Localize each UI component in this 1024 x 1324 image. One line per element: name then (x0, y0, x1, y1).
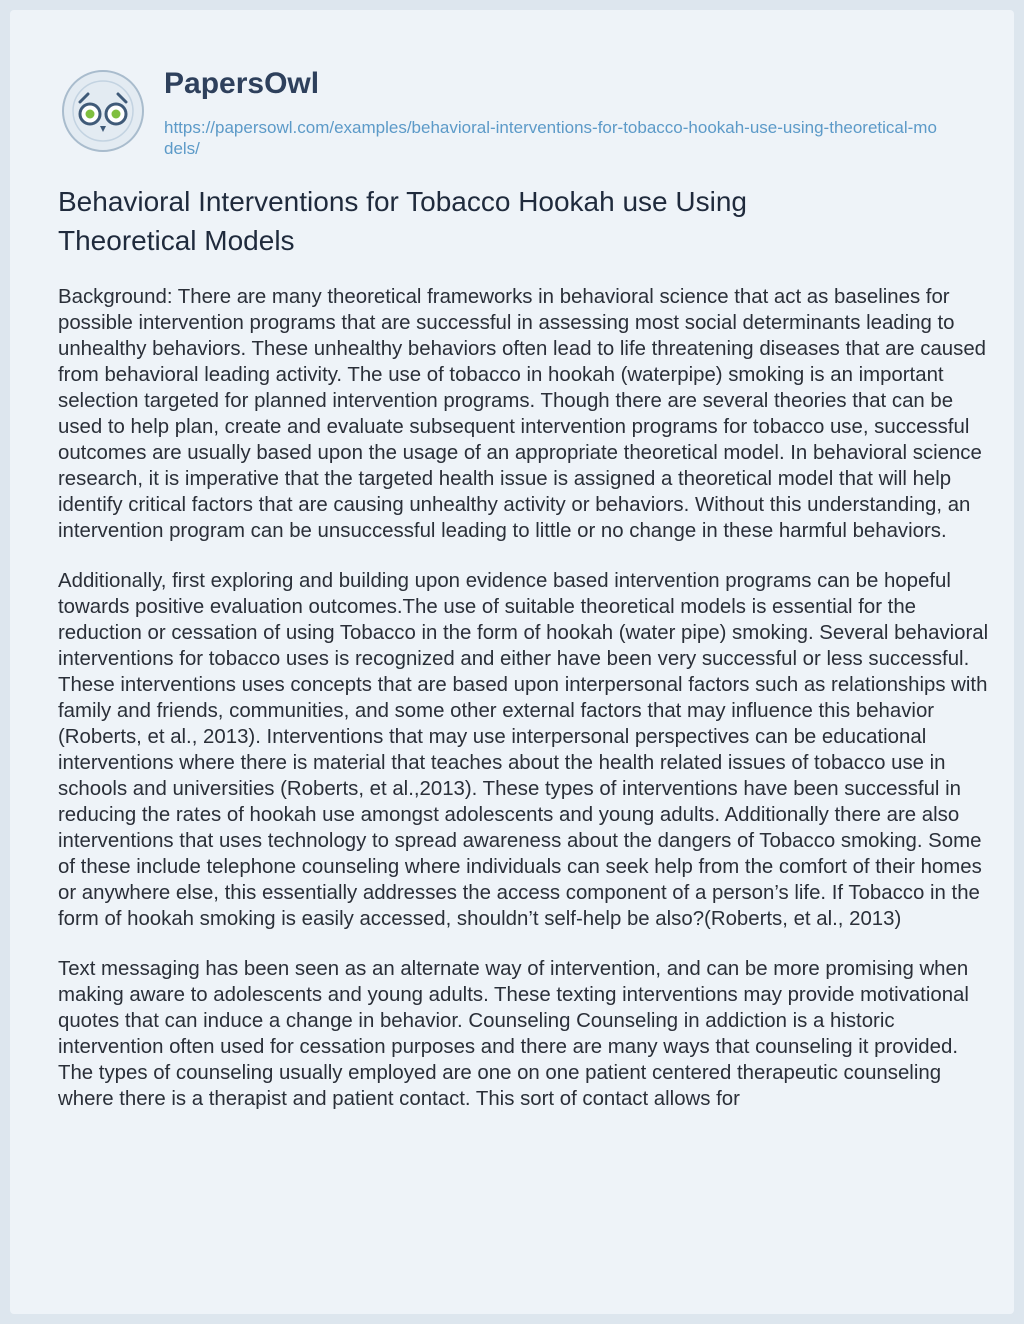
paragraph: Text messaging has been seen as an alternate way of intervention, and can be more promising when making aware to adolescents and young adults. These texting interventions may provide motivational quotes that can induce a change in behavior. Counseling Counseling in addiction is a historic intervention often used for cessation purposes and there are many ways that counseling it provided. The types of counseling usually employed are one on one patient centered therapeutic counseling where there is a therapist and patient contact. This sort of contact allows for (58, 958, 969, 1110)
document-title: Behavioral Interventions for Tobacco Hookah use Using Theoretical Models (58, 186, 747, 256)
paragraph: Background: There are many theoretical frameworks in behavioral science that act as baselines for possible intervention programs that are successful in assessing most social determinants leading to unhealthy behaviors. These unhealthy behaviors often lead to life threatening diseases that are caused from behavioral leading activity. The use of tobacco in hookah (waterpipe) smoking is an important selection targeted for planned intervention programs. Though there are several theories that can be used to help plan, create and evaluate subsequent intervention programs for tobacco use, successful outcomes are usually based upon the usage of an appropriate theoretical model. In behavioral science research, it is imperative that the targeted health issue is assigned a theoretical model that will help identify critical factors that are causing unhealthy activity or behaviors. Without this understanding, an intervention program can be unsuccessful leading to little or no change in these harmful behaviors. (58, 286, 987, 542)
source-url-link[interactable]: https://papersowl.com/examples/behavioral-interventions-for-tobacco-hookah-use-using-theoretical-models/ (164, 118, 937, 158)
owl-logo-icon (60, 68, 146, 154)
paragraph: Additionally, first exploring and building upon evidence based intervention programs can be hopeful towards positive evaluation outcomes.The use of suitable theoretical models is essential for the reduction or cessation of using Tobacco in the form of hookah (water pipe) smoking. Several behavioral interventions for tobacco uses is recognized and either have been very successful or less successful. These interventions uses concepts that are based upon interpersonal factors such as relationships with family and friends, communities, and some other external factors that may influence this behavior (Roberts, et al., 2013). Interventions that may use interpersonal perspectives can be educational interventions where there is material that teaches about the health related issues of tobacco use in schools and universities (Roberts, et al.,2013). These types of interventions have been successful in reducing the rates of hookah use amongst adolescents and young adults. Additionally there are also interventions that uses technology to spread awareness about the dangers of Tobacco smoking. Some of these include telephone counseling where individuals can seek help from the comfort of their homes or anywhere else, this essentially addresses the access component of a person’s life. If Tobacco in the form of hookah smoking is easily accessed, shouldn’t self-help be also?(Roberts, et al., 2013) (58, 570, 989, 930)
brand-name[interactable]: PapersOwl (164, 67, 320, 100)
site-header (60, 68, 960, 168)
document-page (10, 10, 1014, 1314)
document-body (58, 284, 990, 1136)
